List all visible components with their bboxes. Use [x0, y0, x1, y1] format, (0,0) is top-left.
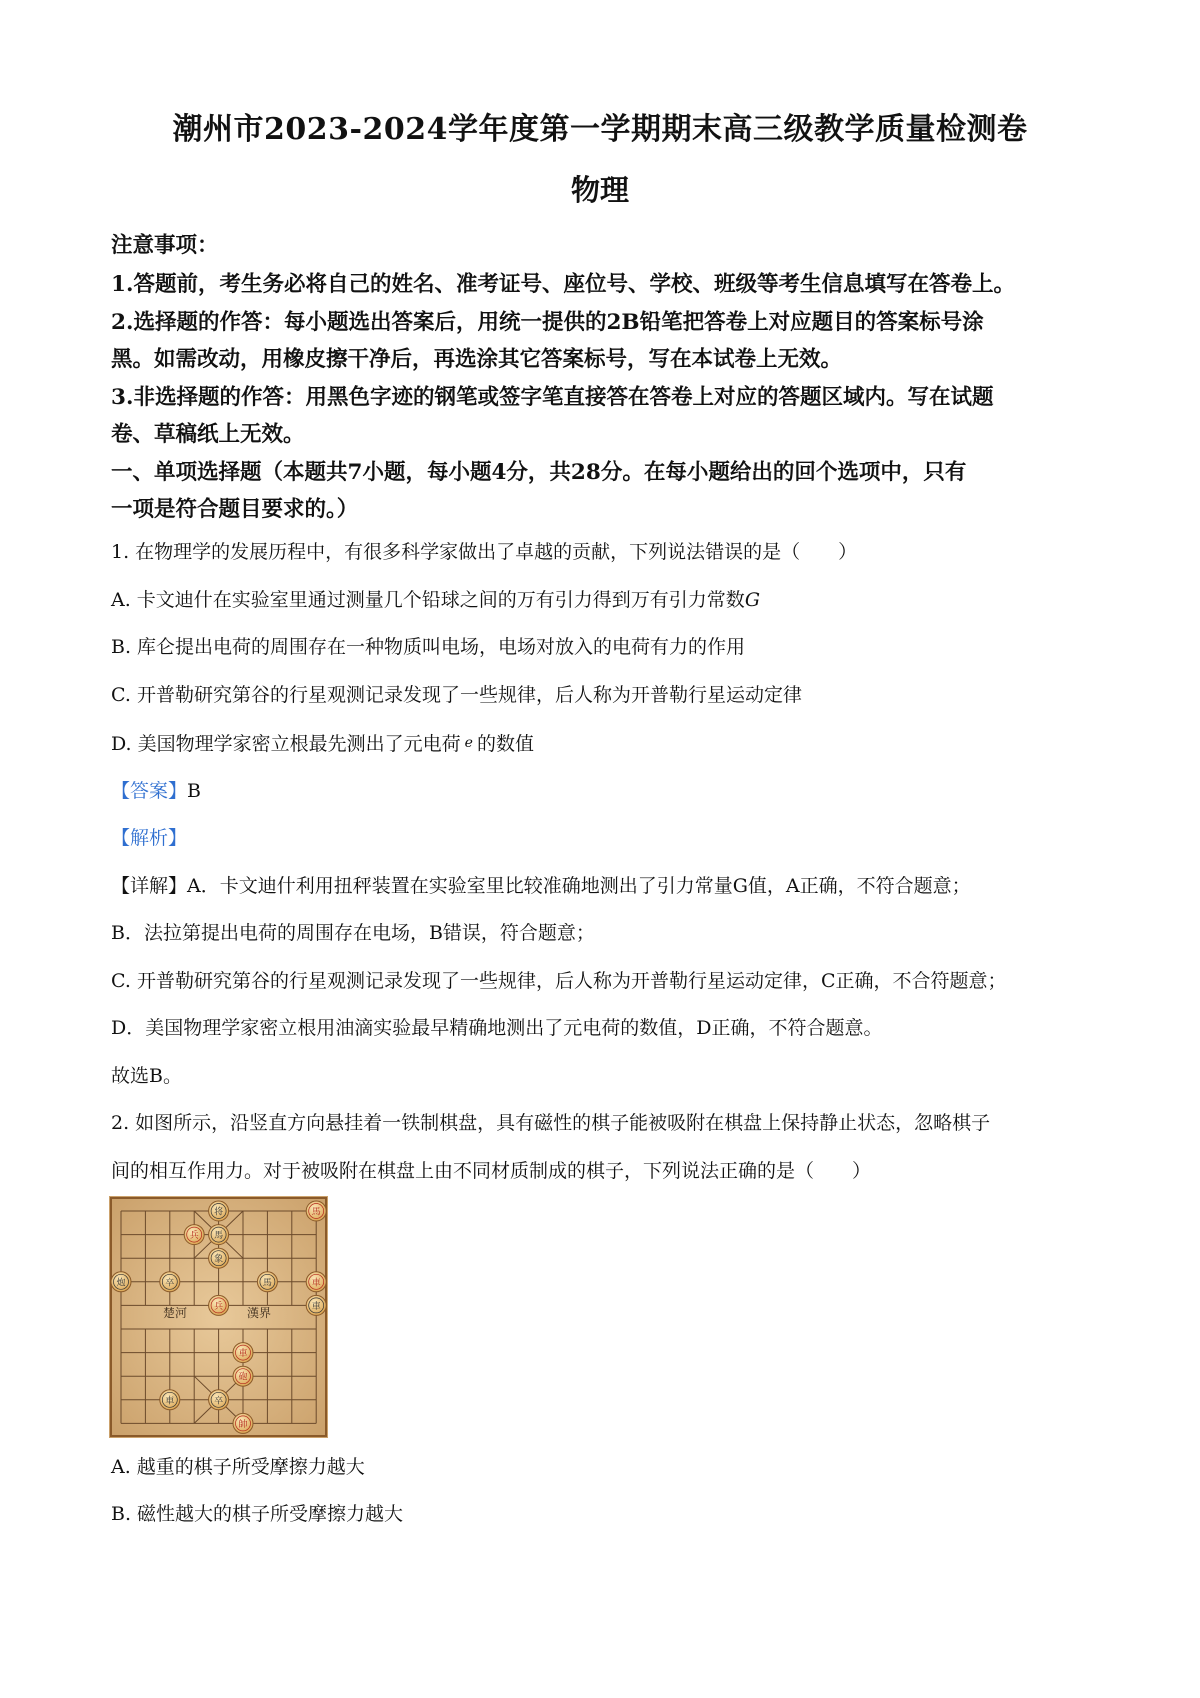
- q1-option-d-text: D. 美国物理学家密立根最先测出了元电荷: [111, 733, 461, 755]
- chess-piece-label: 車: [238, 1349, 248, 1360]
- chess-piece: [160, 1390, 180, 1410]
- chess-piece: [306, 1295, 326, 1315]
- chess-piece-label: 車: [311, 1301, 321, 1312]
- chess-piece-label: 卒: [214, 1396, 224, 1407]
- chess-piece: [233, 1366, 253, 1386]
- note-line-2a: 2.选择题的作答：每小题选出答案后，用统一提供的2B铅笔把答卷上对应题目的答案标号涂: [111, 310, 984, 335]
- chess-piece-label: 馬: [311, 1207, 321, 1218]
- chess-piece-label: 兵: [189, 1231, 199, 1242]
- note-line-3a: 3.非选择题的作答：用黑色字迹的钢笔或签字笔直接答在答卷上对应的答题区域内。写在试题: [111, 385, 994, 410]
- chess-piece-label: 兵: [214, 1301, 224, 1312]
- chess-piece: [209, 1201, 229, 1221]
- q1-option-d-suffix: 的数值: [476, 733, 534, 755]
- chess-piece: [233, 1413, 253, 1433]
- q1-conclusion: 故选B。: [111, 1065, 182, 1087]
- q1-option-a-text: A. 卡文迪什在实验室里通过测量几个铅球之间的万有引力得到万有引力常数: [111, 589, 745, 611]
- exam-title: 潮州市2023-2024学年度第一学期期末高三级教学质量检测卷: [172, 112, 1028, 147]
- q1-option-b: B. 库仑提出电荷的周围存在一种物质叫电场，电场对放入的电荷有力的作用: [111, 636, 746, 658]
- chess-piece-label: 車: [311, 1278, 321, 1289]
- q1-detail-1: 【详解】A．卡文迪什利用扭秤装置在实验室里比较准确地测出了引力常量G值，A正确，不符合题意；: [111, 875, 971, 897]
- chess-piece: [209, 1390, 229, 1410]
- chess-piece: [306, 1201, 326, 1221]
- q2-stem-b: 间的相互作用力。对于被吸附在棋盘上由不同材质制成的棋子，下列说法正确的是（ ）: [111, 1160, 872, 1182]
- chess-piece: [209, 1248, 229, 1268]
- river-left-label: 楚河: [163, 1306, 188, 1320]
- chess-piece-label: 象: [214, 1254, 224, 1265]
- q1-stem: 1. 在物理学的发展历程中，有很多科学家做出了卓越的贡献，下列说法错误的是（ ）: [111, 541, 858, 563]
- chess-piece: [209, 1225, 229, 1245]
- river-right-label: 漢界: [247, 1306, 272, 1320]
- q2-stem-a: 2. 如图所示，沿竖直方向悬挂着一铁制棋盘，具有磁性的棋子能被吸附在棋盘上保持静止状态，忽略棋子: [111, 1112, 991, 1134]
- q1-answer: [111, 776, 1101, 806]
- answer-value: B: [187, 780, 201, 802]
- chess-piece-label: 車: [165, 1396, 175, 1407]
- chess-piece-label: 炮: [116, 1278, 126, 1289]
- q1-option-a: [111, 585, 1101, 615]
- note-line-1: 1.答题前，考生务必将自己的姓名、准考证号、座位号、学校、班级等考生信息填写在答卷上。: [111, 272, 1015, 297]
- q1-option-a-symbol: G: [744, 589, 760, 611]
- q2-option-b: B. 磁性越大的棋子所受摩擦力越大: [111, 1503, 404, 1525]
- chess-piece: [209, 1295, 229, 1315]
- chess-piece-label: 卒: [165, 1278, 175, 1289]
- q1-detail-2: B．法拉第提出电荷的周围存在电场，B错误，符合题意；: [111, 922, 595, 944]
- q2-option-a: A. 越重的棋子所受摩擦力越大: [111, 1456, 365, 1478]
- chess-board-figure: [109, 1196, 328, 1438]
- subject-title: 物理: [570, 173, 629, 207]
- chess-piece-label: 帥: [238, 1419, 248, 1430]
- note-line-2b: 黑。如需改动，用橡皮擦干净后，再选涂其它答案标号，写在本试卷上无效。: [111, 347, 843, 372]
- section1-heading-a: 一、单项选择题（本题共7小题，每小题4分，共28分。在每小题给出的回个选项中，只有: [111, 460, 967, 485]
- chess-piece: [306, 1272, 326, 1292]
- chess-piece: [184, 1225, 204, 1245]
- answer-tag: 【答案】: [111, 780, 188, 802]
- chess-piece: [111, 1272, 131, 1292]
- chess-piece-label: 馬: [262, 1278, 272, 1289]
- q1-detail-3: C. 开普勒研究第谷的行星观测记录发现了一些规律，后人称为开普勒行星运动定律，C正确，不合符题意；: [111, 970, 1007, 992]
- notes-heading: 注意事项：: [111, 233, 219, 258]
- q1-option-d-symbol: e: [464, 735, 473, 751]
- q1-option-c: C. 开普勒研究第谷的行星观测记录发现了一些规律，后人称为开普勒行星运动定律: [111, 684, 802, 706]
- chess-piece-label: 砲: [238, 1372, 248, 1383]
- q1-detail-4: D．美国物理学家密立根用油滴实验最早精确地测出了元电荷的数值，D正确，不符合题意。: [111, 1017, 883, 1039]
- chess-piece: [233, 1343, 253, 1363]
- chess-piece: [160, 1272, 180, 1292]
- q1-option-d: [111, 728, 1101, 759]
- chess-piece-label: 将: [214, 1207, 224, 1218]
- analysis-tag: 【解析】: [111, 827, 188, 849]
- section1-heading-b: 一项是符合题目要求的。）: [111, 497, 359, 522]
- chess-piece: [257, 1272, 277, 1292]
- chess-piece-label: 馬: [214, 1231, 224, 1242]
- note-line-3b: 卷、草稿纸上无效。: [111, 422, 305, 447]
